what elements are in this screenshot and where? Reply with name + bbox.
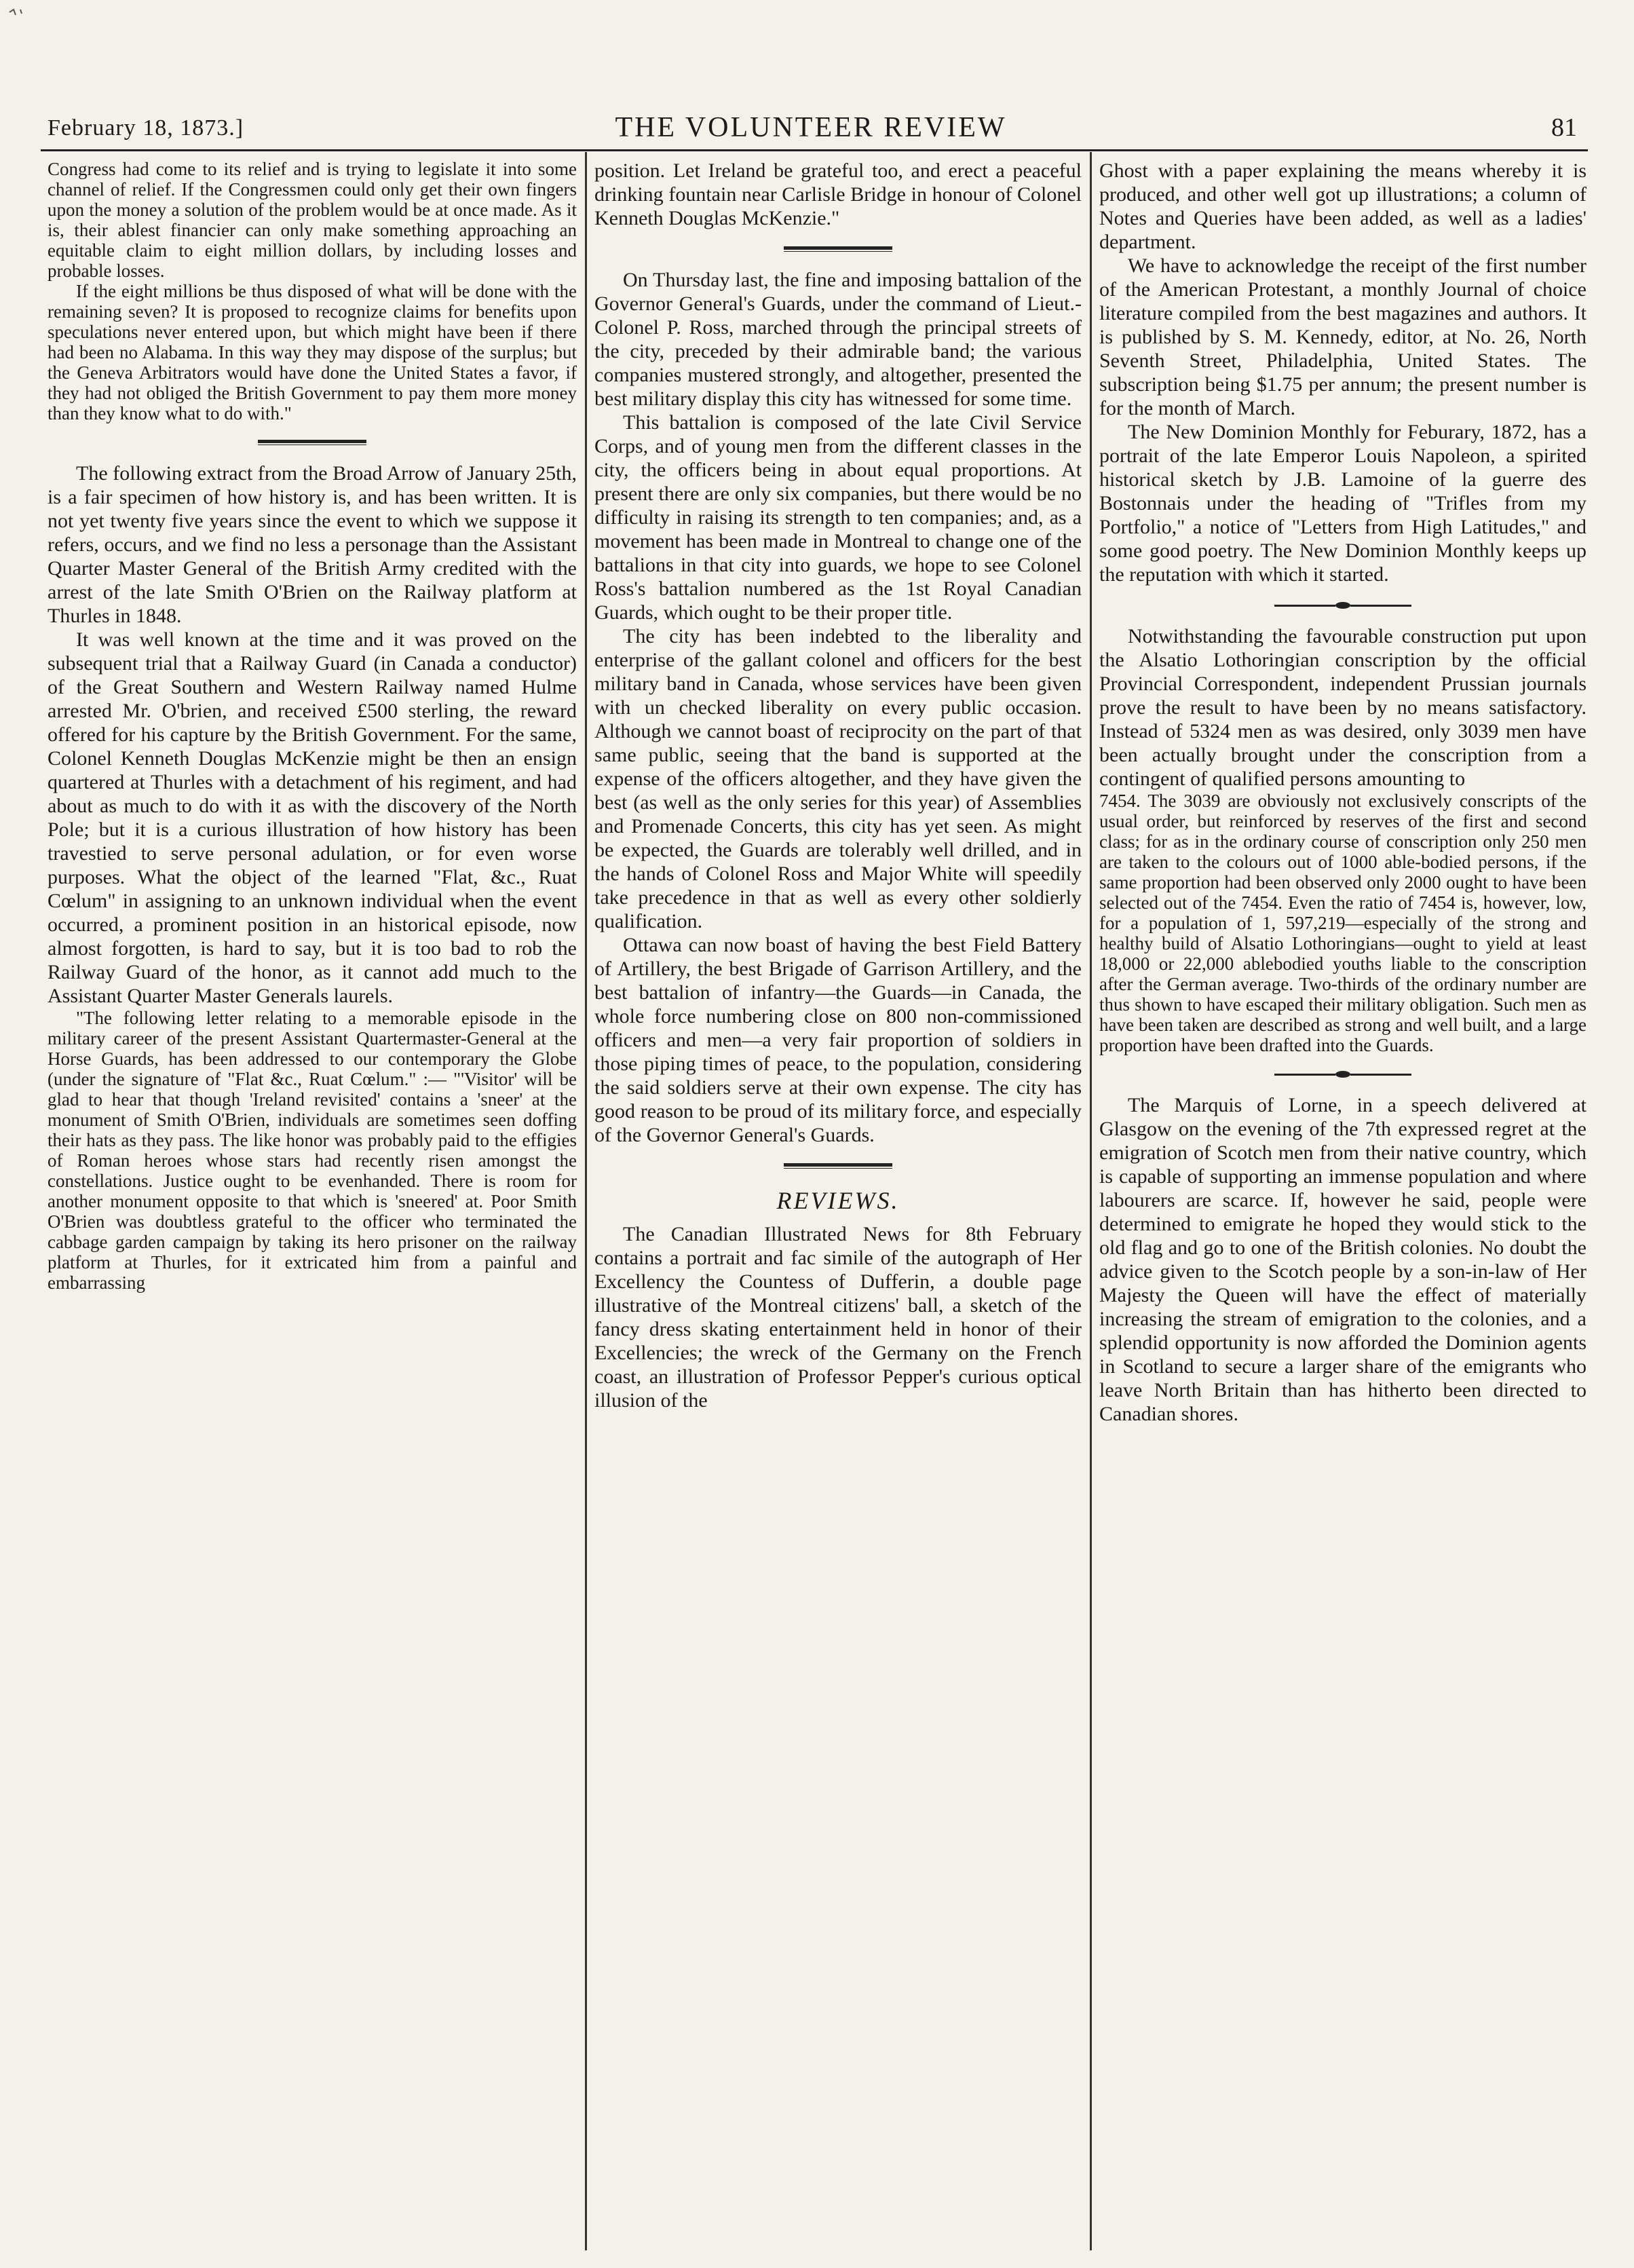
section-separator	[1099, 1055, 1586, 1093]
issue-date: February 18, 1873.]	[48, 115, 244, 140]
separator-rule	[784, 246, 892, 252]
section-separator	[48, 423, 577, 461]
paragraph: On Thursday last, the fine and imposing battalion of the Governor General's Guards, under the command of Lieut.-Colonel P. Ross, marched through the principal streets of the city, preceded by their admirable band; the various companies mustered strongly, and altogether, presented the best military display this city has witnessed for some time.	[594, 269, 1082, 410]
paragraph: Notwithstanding the favourable construction put upon the Alsatio Lothoringian conscription by the official Provincial Correspondent, independent Prussian journals prove the result to have been by no means satisfactory. Instead of 5324 men as was desired, only 3039 men have been actually brought under the conscription from a contingent of qualified persons amounting to	[1099, 625, 1586, 790]
separator-rule	[1350, 1074, 1411, 1076]
paragraph: It was well known at the time and it was proved on the subsequent trial that a Railway Guard (in Canada a conductor) of the Great Southern and Western Railway named Hulme arrested Mr. O'brien, and received £500 sterling, the reward offered for his capture by the British Government. For the same, Colonel Kenneth Douglas McKenzie might be then an ensign quartered at Thurles with a detachment of his regiment, and had about as much to do with it as with the discovery of the North Pole; but it is a curious illustration of how history has been travestied to serve personal adulation, or for even worse purposes. What the object of the learned "Flat, &c., Ruat Cœlum" in assigning to an unknown individual when the event occurred, a prominent position in an historical episode, now almost forgotten, is hard to say, but it is too bad to rob the Railway Guard of the honor, as it cannot add much to the Assistant Quarter Master Generals laurels.	[48, 628, 577, 1007]
separator-ornament	[1335, 1071, 1350, 1078]
paragraph: 7454. The 3039 are obviously not exclusively conscripts of the usual order, but reinforced by reserves of the first and second class; for as in the ordinary course of conscription only 250 men are taken to the colours out of 1000 able-bodied persons, if the same proportion had been observed only 2000 ought to have been selected out of the 7454. Even the ratio of 7454 is, however, low, for a population of 1, 597,219—especially of the strong and healthy build of Alsatio Lothoringians—ought to yield at least 18,000 or 22,000 ablebodied youths liable to the conscription after the German average. Two-thirds of the ordinary number are thus shown to have escaped their military obligation. Such men as have been taken are described as strong and well built, and a large proportion have been drafted into the Guards.	[1099, 791, 1586, 1055]
paragraph: If the eight millions be thus disposed of what will be done with the remaining seven? It is proposed to recognize claims for benefits upon speculations never entered upon, but which might have been if there had been no Alabama. In this way they may dispose of the surplus; but the Geneva Arbitrators would have done the United States a favor, if they had not obliged the British Government to pay them more money than they know what to do with."	[48, 281, 577, 423]
paragraph: We have to acknowledge the receipt of the first number of the American Protestant, a monthly Journal of choice literature compiled from the best magazines and authors. It is published by S. M. Kennedy, editor, at No. 26, North Seventh Street, Philadelphia, United States. The subscription being $1.75 per annum; the present number is for the month of March.	[1099, 254, 1586, 419]
paragraph: Congress had come to its relief and is trying to legislate it into some channel of relief. If the Congressmen could only get their own fingers upon the money a solution of the problem would be at once made. As it is, their ablest financier can only make something approaching an equitable claim to eight million dollars, by including losses and probable losses.	[48, 159, 577, 281]
paragraph: position. Let Ireland be grateful too, and erect a peaceful drinking fountain near Carlisle Bridge in honour of Colonel Kenneth Douglas McKenzie."	[594, 159, 1082, 229]
paragraph: "The following letter relating to a memorable episode in the military career of the present Assistant Quartermaster-General at the Horse Guards, has been addressed to our contemporary the Globe (under the signature of "Flat &c., Ruat Cœlum." :— "'Visitor' will be glad to hear that though 'Ireland revisited' contains a 'sneer' at the monument of Smith O'Brien, individuals are sometimes seen doffing their hats as they pass. The like honor was probably paid to the effigies of Roman heroes whose stars had recently risen amongst the constellations. Justice ought to be evenhanded. There is room for another monument opposite to that which is 'sneered' at. Poor Smith O'Brien was doubtless grateful to the officer who terminated the cabbage garden campaign by taking its hero prisoner on the railway platform at Thurles, for it extricated him from a painful and embarrassing	[48, 1008, 577, 1293]
page-header	[41, 103, 1581, 151]
section-separator	[1099, 586, 1586, 624]
separator-ornament	[1335, 602, 1350, 609]
column-3	[1099, 159, 1586, 1426]
page-stain-marks	[0, 0, 95, 81]
paragraph: The following extract from the Broad Arrow of January 25th, is a fair specimen of how history is, and has been written. It is not yet twenty five years since the event to which we suppose it refers, occurs, and we find no less a personage than the Assistant Quarter Master General of the British Army credited with the arrest of the late Smith O'Brien on the Railway platform at Thurles in 1848.	[48, 462, 577, 627]
column-2	[594, 159, 1082, 1412]
publication-title: THE VOLUNTEER REVIEW	[615, 112, 1007, 143]
header-rule	[41, 149, 1588, 151]
column-divider-1	[585, 152, 587, 2250]
section-heading: REVIEWS.	[776, 1187, 900, 1214]
paragraph: This battalion is composed of the late Civil Service Corps, and of young men from the different classes in the city, the officers being in about equal proportions. At present there are only six companies, but there would be no difficulty in raising its strength to ten companies; and, as a movement has been made in Montreal to change one of the battalions in that city into guards, we hope to see Colonel Ross's battalion numbered as the 1st Royal Canadian Guards, which ought to be their proper title.	[594, 411, 1082, 624]
paragraph: Ottawa can now boast of having the best Field Battery of Artillery, the best Brigade of Garrison Artillery, and the best battalion of infantry—the Guards—in Canada, the whole force numbering close on 800 non-commissioned officers and men—a very fair proportion of soldiers in those piping times of peace, to the population, considering the said soldiers serve at their own expense. The city has good reason to be proud of its military force, and especially of the Governor General's Guards.	[594, 934, 1082, 1146]
separator-rule	[1274, 605, 1335, 607]
paragraph: Ghost with a paper explaining the means whereby it is produced, and other well got up illustrations; a column of Notes and Queries have been added, as well as a ladies' department.	[1099, 159, 1586, 253]
section-separator	[594, 230, 1082, 268]
paragraph: The city has been indebted to the liberality and enterprise of the gallant colonel and officers for the best military band in Canada, whose services have been given with un checked liberality on every public occasion. Although we cannot boast of reciprocity on the part of that same public, seeing that the band is supported at the expense of the officers altogether, and they have given the best (as well as the only series for this year) of Assemblies and Promenade Concerts, this city has yet seen. As might be expected, the Guards are tolerably well drilled, and in the hands of Colonel Ross and Major White will speedily take precedence in that as well as every other soldierly qualification.	[594, 625, 1082, 932]
page-number: 81	[1551, 113, 1577, 142]
separator-rule	[1350, 605, 1411, 607]
separator-rule	[784, 1163, 892, 1169]
separator-rule	[258, 440, 366, 445]
separator-rule	[1274, 1074, 1335, 1076]
paragraph: The New Dominion Monthly for Feburary, 1872, has a portrait of the late Emperor Louis Napoleon, a spirited historical sketch by J.B. Lamoine of la guerre des Bostonnais under the heading of "Trifles from my Portfolio," a notice of "Letters from High Latitudes," and some good poetry. The New Dominion Monthly keeps up the reputation with which it started.	[1099, 421, 1586, 586]
column-1	[48, 159, 577, 1293]
paragraph: The Canadian Illustrated News for 8th February contains a portrait and fac simile of the autograph of Her Excellency the Countess of Dufferin, a double page illustrative of the Montreal citizens' ball, a sketch of the fancy dress skating entertainment held in honor of their Excellencies; the wreck of the Germany on the French coast, an illustration of Professor Pepper's curious optical illusion of the	[594, 1223, 1082, 1412]
paragraph: The Marquis of Lorne, in a speech delivered at Glasgow on the evening of the 7th expressed regret at the emigration of Scotch men from their native country, which is capable of supporting an immense population and where labourers are scarce. If, however he said, people were determined to emigrate he hoped they would stick to the old flag and go to one of the British colonies. No doubt the advice given to the Scotch people by a son-in-law of Her Majesty the Queen will have the effect of materially increasing the stream of emigration to the colonies, and a splendid opportunity is now afforded the Dominion agents in Scotland to secure a larger share of the emigrants who leave North Britain than has hitherto been directed to Canadian shores.	[1099, 1094, 1586, 1425]
section-separator	[594, 1147, 1082, 1185]
column-divider-2	[1090, 152, 1092, 2250]
